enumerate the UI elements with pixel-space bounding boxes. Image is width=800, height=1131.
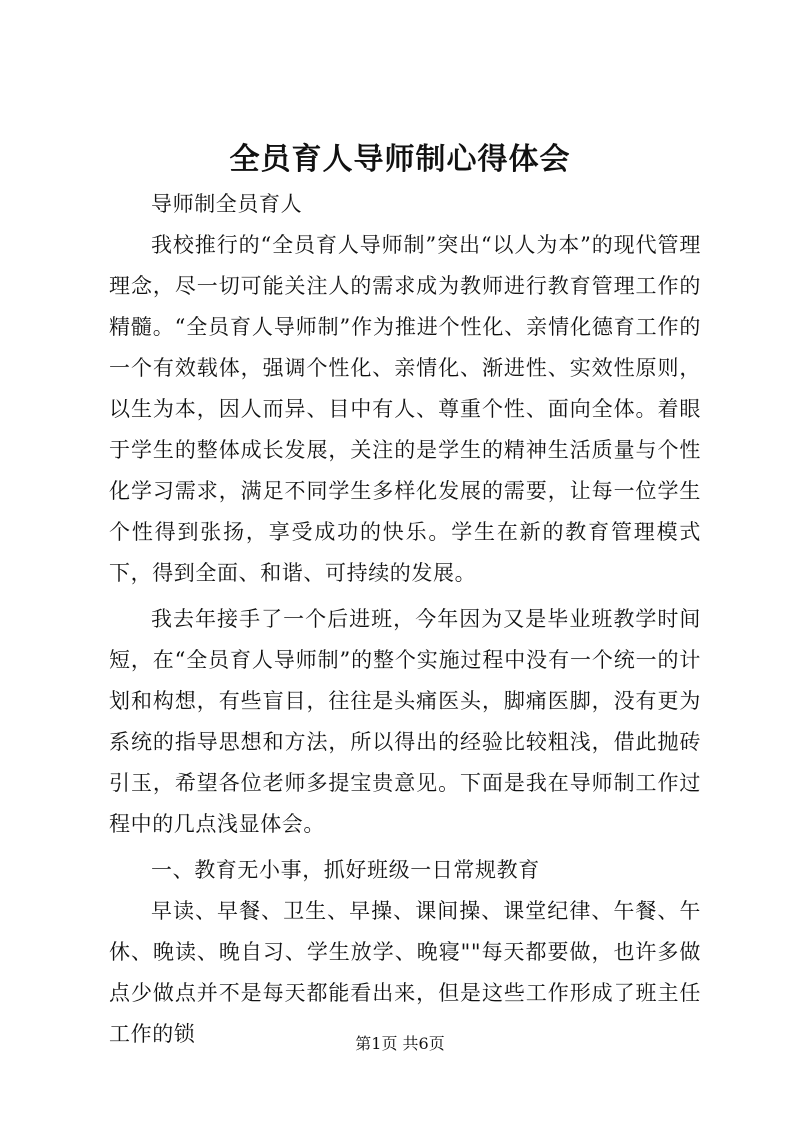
document-title: 全员育人导师制心得体会: [229, 142, 571, 177]
paragraph-intro: 我校推行的“全员育人导师制”突出“以人为本”的现代管理理念，尽一切可能关注人的需求成为教师进行教育管理工作的精髓。“全员育人导师制”作为推进个性化、亲情化德育工作的一个有效载体，强调个性化、亲情化、渐进性、实效性原则，以生为本，因人而异、目中有人、尊重个性、面向全体。着眼于学生的整体成长发展，关注的是学生的精神生活质量与个性化学习需求，满足不同学生多样化发展的需要，让每一位学生个性得到张扬，享受成功的快乐。学生在新的教育管理模式下，得到全面、和谐、可持续的发展。: [109, 233, 701, 585]
paragraph-experience: 我去年接手了一个后进班，今年因为又是毕业班教学时间短，在“全员育人导师制”的整个实施过程中没有一个统一的计划和构想，有些盲目，往往是头痛医头，脚痛医脚，没有更为系统的指导思想和方法，所以得出的经验比较粗浅，借此抛砖引玉，希望各位老师多提宝贵意见。下面是我在导师制工作过程中的几点浅显体会。: [109, 607, 701, 836]
page-number-footer: 第1页 共6页: [355, 1034, 445, 1053]
document-body: [109, 184, 701, 1055]
section-heading-1: 一、教育无小事，抓好班级一日常规教育: [151, 858, 540, 882]
paragraph-subtitle: 导师制全员育人: [151, 192, 303, 216]
paragraph-routine: 早读、早餐、卫生、早操、课间操、课堂纪律、午餐、午休、晚读、晚自习、学生放学、晚寝""每天都要做，也许多做点少做点并不是每天都能看出来，但是这些工作形成了班主任工作的锁: [109, 899, 701, 1046]
